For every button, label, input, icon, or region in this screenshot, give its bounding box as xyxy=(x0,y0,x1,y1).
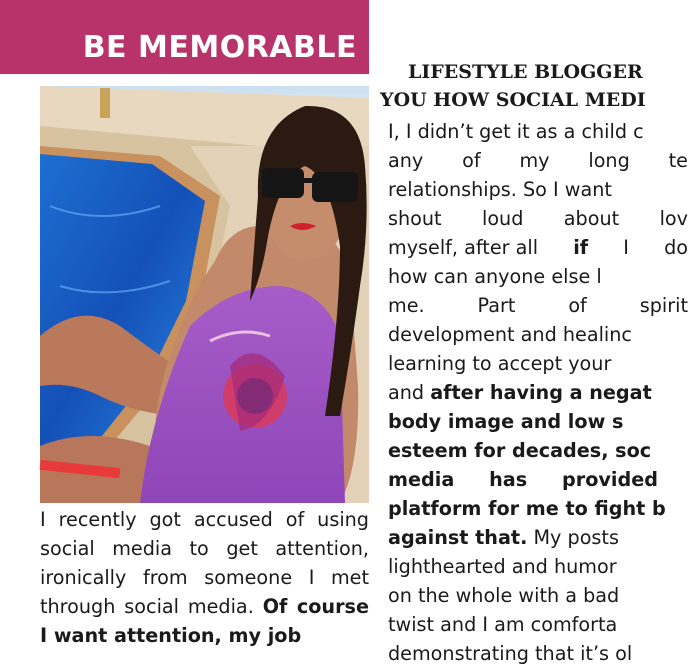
text-line: how can anyone else l xyxy=(388,265,602,288)
headline-line-2: YOU HOW SOCIAL MEDI xyxy=(380,89,646,111)
title-banner xyxy=(0,0,369,74)
left-column-text xyxy=(40,505,369,650)
photo-illustration xyxy=(40,86,369,503)
article-headline xyxy=(380,58,680,114)
text-line: myself, after all if I do xyxy=(388,236,688,259)
text-line: shout loud about lov xyxy=(388,207,688,230)
text-line: lighthearted and humor xyxy=(388,555,617,578)
text-line: development and healinc xyxy=(388,323,632,346)
text-line: and after having a negat xyxy=(388,381,652,404)
paragraph-line: I recently got accused of using xyxy=(40,508,369,531)
text-line: I, I didn’t get it as a child c xyxy=(388,120,644,143)
right-column-text xyxy=(388,117,688,668)
text-line: on the whole with a bad xyxy=(388,584,620,607)
text-line: esteem for decades, soc xyxy=(388,439,652,462)
woman-pool-photo xyxy=(40,86,369,503)
bold-emphasis: Of course I want attention, my job xyxy=(40,595,369,647)
text-line: body image and low s xyxy=(388,410,624,433)
text-line: platform for me to fight b xyxy=(388,497,666,520)
banner-title: BE MEMORABLE xyxy=(82,30,357,65)
text-line: any of my long te xyxy=(388,149,688,172)
headline-line-1: LIFESTYLE BLOGGER xyxy=(408,61,643,83)
text-line: me. Part of spirit xyxy=(388,294,688,317)
paragraph-line: through social media. xyxy=(40,595,254,618)
text-line: against that. My posts xyxy=(388,526,619,549)
text-line: relationships. So I want xyxy=(388,178,612,201)
text-line: learning to accept your xyxy=(388,352,612,375)
text-line: media has provided xyxy=(388,468,658,491)
paragraph-line: social media to get attention, xyxy=(40,537,369,560)
text-line: twist and I am comforta xyxy=(388,613,618,636)
paragraph-line: ironically from someone I met xyxy=(40,566,369,589)
text-line: demonstrating that it’s ol xyxy=(388,642,633,665)
